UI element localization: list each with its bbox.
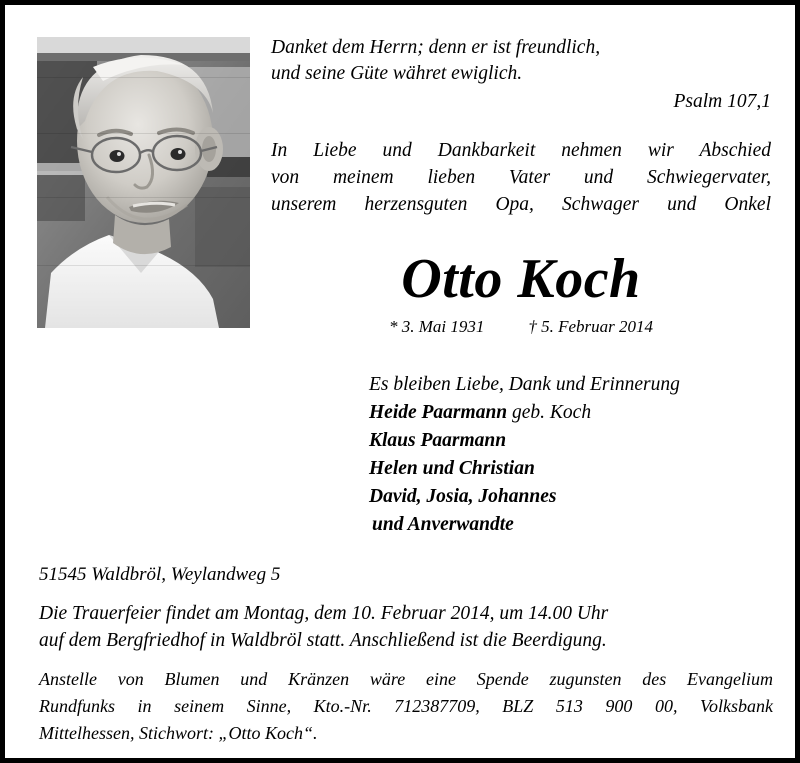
dedication-text [271, 137, 771, 218]
donation-request [39, 666, 773, 747]
death-date: † 5. Februar 2014 [528, 317, 654, 336]
dedication-line-3: unserem herzensguten Opa, Schwager und Onkel [271, 194, 771, 215]
survivor-maiden-name: geb. Koch [507, 402, 592, 423]
donation-line-1: Anstelle von Blumen und Kränzen wäre eine Spende zugunsten des Evangelium [39, 669, 773, 689]
verse-line-1: Danket dem Herrn; denn er ist freundlich, [271, 37, 601, 58]
birth-date: * 3. Mai 1931 [388, 317, 485, 336]
survivor-name: David, Josia, Johannes [369, 486, 557, 507]
address-line: 51545 Waldbröl, Weylandweg 5 [39, 564, 281, 585]
ceremony-details [39, 600, 773, 654]
donation-line-3: Mittelhessen, Stichwort: „Otto Koch“. [39, 723, 318, 743]
survivor-name: Heide Paarmann [369, 402, 508, 423]
survivor-entry [369, 399, 775, 427]
survivor-name: Helen und Christian [369, 458, 535, 479]
survivors-closing: und Anverwandte [372, 514, 514, 535]
verse-source: Psalm 107,1 [673, 91, 771, 112]
survivor-entry [369, 455, 775, 483]
survivors-block [365, 371, 775, 539]
deceased-name: Otto Koch [401, 248, 641, 310]
survivor-entry [369, 483, 775, 511]
dedication-line-1: In Liebe und Dankbarkeit nehmen wir Abschied [271, 140, 771, 161]
ceremony-line-1: Die Trauerfeier findet am Montag, dem 10. Februar 2014, um 14.00 Uhr [39, 603, 609, 624]
portrait-photo-graphic [37, 37, 250, 328]
survivor-name: Klaus Paarmann [369, 430, 507, 451]
dedication-line-2: von meinem lieben Vater und Schwiegervater, [271, 167, 771, 188]
portrait-photo [37, 37, 250, 328]
verse-and-dedication-block [271, 35, 771, 218]
verse-line-2: und seine Güte währet ewiglich. [271, 63, 523, 84]
donation-line-2: Rundfunks in seinem Sinne, Kto.-Nr. 712387709, BLZ 513 900 00, Volksbank [39, 696, 773, 716]
survivors-heading: Es bleiben Liebe, Dank und Erinnerung [369, 374, 680, 395]
deceased-dates [271, 316, 771, 338]
survivor-entry [369, 427, 775, 455]
bible-verse [271, 35, 771, 87]
ceremony-line-2: auf dem Bergfriedhof in Waldbröl statt. Anschließend ist die Beerdigung. [39, 630, 607, 651]
